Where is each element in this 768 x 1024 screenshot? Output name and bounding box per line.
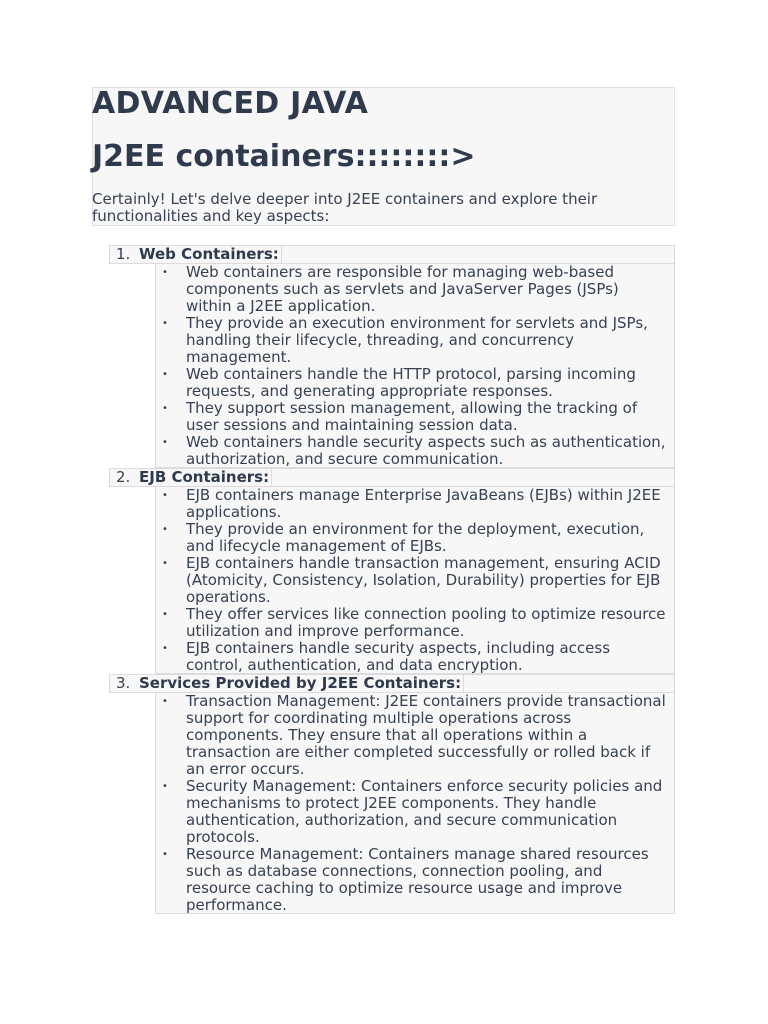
bullet-icon: • [162,849,168,860]
list-item: • They provide an environment for the deployment, execution, and lifecycle management of EJBs. [162,520,645,555]
list-item: • EJB containers manage Enterprise JavaBeans (EJBs) within J2EE applications. [162,486,661,521]
bullet-icon: • [162,609,168,620]
section-heading-web-containers [109,245,675,264]
document-title: ADVANCED JAVA [92,86,369,121]
section-body-web-containers [155,263,675,468]
section-number: 2. [116,468,131,486]
bullet-icon: • [162,318,168,329]
section-title: EJB Containers: [139,469,272,486]
bullet-list [156,264,674,468]
section-heading-ejb-containers [109,468,675,487]
bullet-icon: • [162,558,168,569]
list-item: • Web containers handle the HTTP protocol, parsing incoming requests, and generating appropriate responses. [162,365,636,400]
bullet-icon: • [162,403,168,414]
bullet-icon: • [162,643,168,654]
bullet-icon: • [162,524,168,535]
list-item: • EJB containers handle security aspects, including access control, authentication, and data encryption. [162,639,611,674]
list-item: • They provide an execution environment for servlets and JSPs, handling their lifecycle, threading, and concurrency management. [162,314,648,366]
list-item: • Web containers handle security aspects such as authentication, authorization, and secure communication. [162,433,666,468]
list-item: • Resource Management: Containers manage shared resources such as database connections, connection pooling, and resource caching to optimize resource usage and improve performance. [162,845,649,914]
section-number: 3. [116,674,131,692]
list-item: • They offer services like connection pooling to optimize resource utilization and improve performance. [162,605,666,640]
list-item: • They support session management, allowing the tracking of user sessions and maintaining session data. [162,399,638,434]
section-number: 1. [116,245,131,263]
bullet-list [156,693,674,914]
bullet-icon: • [162,781,168,792]
section-body-services [155,692,675,914]
list-item: • Security Management: Containers enforce security policies and mechanisms to protect J2EE components. They handle authentication, authorization, and secure communication protocols. [162,777,663,846]
bullet-icon: • [162,437,168,448]
document-subtitle: J2EE containers::::::::> [92,139,476,174]
intro-paragraph: Certainly! Let's delve deeper into J2EE containers and explore their functionalities and key aspects: [92,190,598,225]
bullet-icon: • [162,267,168,278]
section-heading-services [109,674,675,693]
bullet-icon: • [162,369,168,380]
section-title: Web Containers: [139,246,282,263]
bullet-icon: • [162,490,168,501]
list-item: • Transaction Management: J2EE containers provide transactional support for coordinating multiple operations across components. They ensure that all operations within a transaction are either completed successfully or rolled back if an error occurs. [162,692,666,778]
list-item: • Web containers are responsible for managing web-based components such as servlets and JavaServer Pages (JSPs) within a J2EE application. [162,263,619,315]
section-title: Services Provided by J2EE Containers: [139,675,464,692]
bullet-icon: • [162,696,168,707]
bullet-list [156,487,674,674]
list-item: • EJB containers handle transaction management, ensuring ACID (Atomicity, Consistency, Isolation, Durability) properties for EJB operations. [162,554,661,606]
section-body-ejb-containers [155,486,675,674]
